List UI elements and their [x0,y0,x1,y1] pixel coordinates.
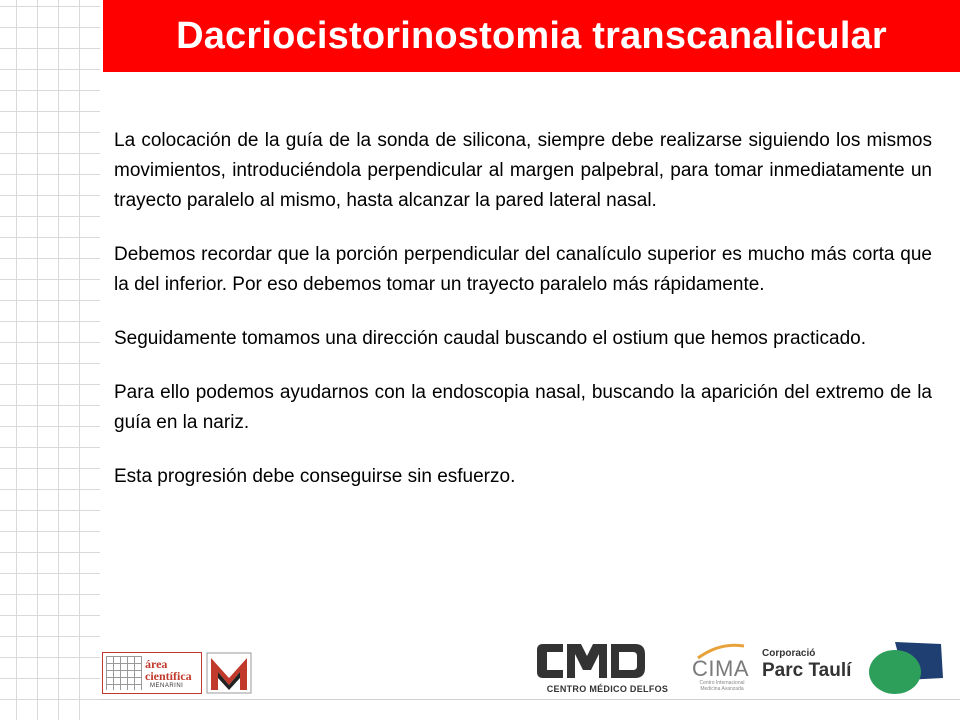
paragraph-4: Para ello podemos ayudarnos con la endoscopia nasal, buscando la aparición del extremo de la guía en la nariz. [114,382,932,433]
parc-tauli-logo [762,644,952,698]
background-grid [0,0,100,720]
cima-logo [690,640,752,698]
area-cientifica-line1: área [145,657,168,671]
slide-title: Dacriocistorinostomia transcanalicular [176,14,887,57]
cima-name: CIMA [692,656,749,681]
centro-medico-delfos-logo [535,640,680,698]
slide-body [114,126,932,516]
area-cientifica-line2: científica [145,669,192,683]
area-cientifica-line3: MENARINI [150,683,184,689]
paragraph-5: Esta progresión debe conseguirse sin esfuerzo. [114,466,516,487]
area-cientifica-logo [102,652,252,694]
menarini-m-logo [206,652,252,694]
paragraph-2: Debemos recordar que la porción perpendicular del canalículo superior es mucho más corta que la del inferior. Por eso debemos tomar un trayecto paralelo más rápidamente. [114,244,932,295]
area-cientifica-grid [106,656,142,690]
cima-caption: Centro Internacional Medicina Avanzada [699,680,745,692]
cmd-caption: CENTRO MÉDICO DELFOS [546,684,669,694]
parc-tauli-line2: Parc Taulí [762,660,852,681]
footer-divider [100,699,960,700]
cmd-mark-icon [535,640,680,684]
paragraph-3: Seguidamente tomamos una dirección caudal buscando el ostium que hemos practicado. [114,328,867,349]
title-bar [103,0,960,72]
parc-tauli-emblem-icon [867,640,947,694]
paragraph-1: La colocación de la guía de la sonda de silicona, siempre debe realizarse siguiendo los mismos movimientos, introduciéndola perpendicular al margen palpebral, para tomar inmediatamente un trayecto paralelo al mismo, hasta alcanzar la pared lateral nasal. [114,130,932,211]
parc-tauli-line1: Corporació [762,648,816,659]
